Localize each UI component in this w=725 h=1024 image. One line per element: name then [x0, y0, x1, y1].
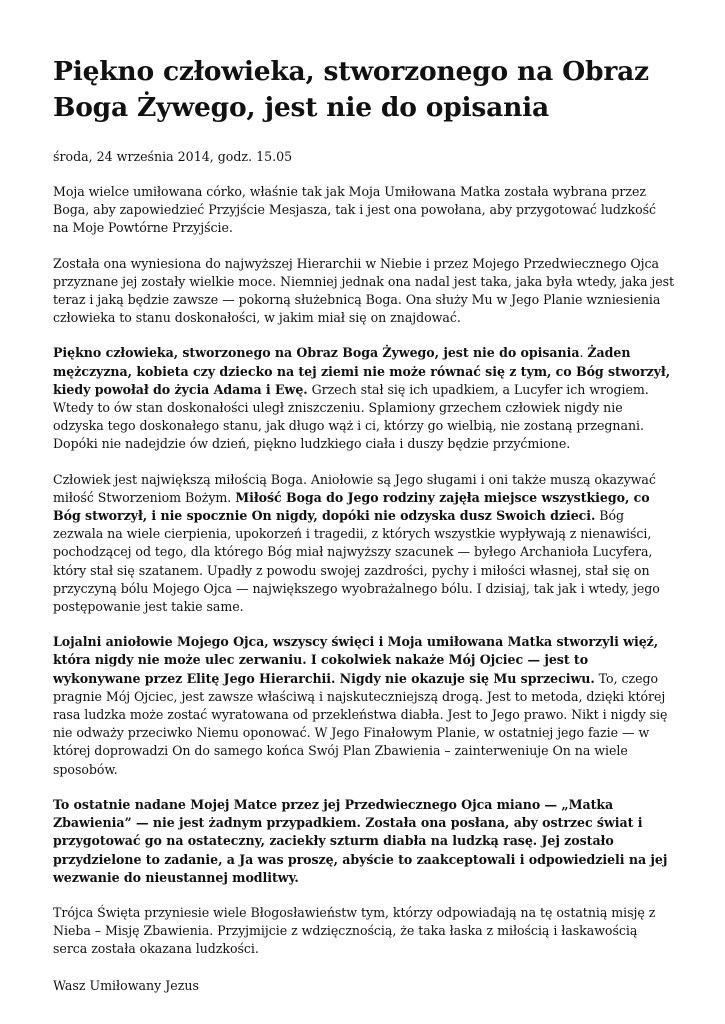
paragraph-3-bold-2: Żaden mężczyzna, kobieta czy dziecko na tej ziemi nie może równać się z tym, co Bóg stworzył, kiedy powołał do życia Adama i Ewę.: [53, 345, 671, 397]
paragraph-5-bold: Lojalni aniołowie Mojego Ojca, wszyscy święci i Moja umiłowana Matka stworzyli więź, która nigdy nie może ulec zerwaniu. I cokolwiek nakaże Mój Ojciec — jest to wykonywane przez Elitę Jego Hierarchii. Nigdy nie okazuje się Mu sprzeciwu.: [53, 634, 659, 686]
article-title: Piękno człowieka, stworzonego na Obraz Boga Żywego, jest nie do opisania: [53, 56, 649, 123]
paragraph-1: Moja wielce umiłowana córko, właśnie tak jak Moja Umiłowana Matka została wybrana przez Boga, aby zapowiedzieć Przyjście Mesjasza, tak i jest ona powołana, aby przygotować ludzkość na Moje Powtórne Przyjście.: [53, 184, 657, 236]
paragraph-3-bold-1: Piękno człowieka, stworzonego na Obraz Boga Żywego, jest nie do opisania: [53, 345, 580, 361]
paragraph-6-bold: To ostatnie nadane Mojej Matce przez jej Przedwiecznego Ojca miano — „Matka Zbawienia” — nie jest żadnym przypadkiem. Została ona posłana, aby ostrzec świat i przygotować go na ostateczny, zaciekły szturm diabła na ludzką rasę. Jej zostało przydzielone to zadanie, a Ja was proszę, abyście to zaakceptowali i odpowiedzieli na jej wezwanie do nieustannej modlitwy.: [53, 796, 668, 885]
article-date: środa, 24 września 2014, godz. 15.05: [53, 149, 293, 164]
paragraph-4-text-2: Bóg zezwala na wiele cierpienia, upokorzeń i tragedii, z których wszystkie wypływają z nienawiści, pochodzącej od tego, dla którego Bóg miał najwyższy szacunek — byłego Archanioła Lucyfera, który stał się szatanem. Upadły z powodu swojej zazdrości, pychy i miłości własnej, stał się on przyczyną bólu Mojego Ojca — największego wyobrażalnego bólu. I dzisiaj, tak jak i wtedy, jego postępowanie jest takie same.: [53, 508, 660, 615]
paragraph-7: Trójca Święta przyniesie wiele Błogosławieństw tym, którzy odpowiadają na tę ostatnią misję z Nieba – Misję Zbawienia. Przyjmijcie z wdzięcznością, że taka łaska z miłością i łaskawością serca została okazana ludzkości.: [53, 904, 656, 957]
paragraph-3-text: Grzech stał się ich upadkiem, a Lucyfer ich wrogiem. Wtedy to ów stan doskonałości uległ zniszczeniu. Splamiony grzechem człowiek nigdy nie odzyska tego doskonałego stanu, jak długo wąż i ci, którzy go wielbią, nie zostaną przegnani. Dopóki nie nadejdzie ów dzień, piękno ludzkiego ciała i duszy będzie przyćmione.: [53, 381, 649, 452]
paragraph-6: [53, 796, 675, 887]
paragraph-3-separator: .: [579, 345, 588, 361]
paragraph-3: [53, 344, 675, 453]
paragraph-4-bold: Miłość Boga do Jego rodziny zajęła miejsce wszystkiego, co Bóg stworzył, i nie spocznie On nigdy, dopóki nie odzyska dusz Swoich dzieci.: [53, 489, 650, 524]
paragraph-5-text: To, czego pragnie Mój Ojciec, jest zawsze właściwą i najskuteczniejszą drogą. Jest to metoda, dzięki której rasa ludzka może zostać wyratowana od przekleństwa diabła. Jest to Jego prawo. Nikt i nigdy się nie odważy przeciwko Niemu oponować. W Jego Finałowym Planie, w ostatniej jego fazie — w której doprowadzi On do samego końca Swój Plan Zbawienia – zainterweniuje On na wiele sposobów.: [53, 670, 668, 777]
paragraph-4: [53, 471, 675, 617]
paragraph-5: [53, 633, 675, 779]
document-page: [53, 0, 675, 995]
signature: Wasz Umiłowany Jezus: [53, 977, 199, 993]
paragraph-2: Została ona wyniesiona do najwyższej Hierarchii w Niebie i przez Mojego Przedwiecznego Ojca przyznane jej zostały wielkie moce. Niemniej jednak ona nadal jest taka, jaka była wtedy, jaka jest teraz i jaką będzie zawsze — pokorną służebnicą Boga. Ona służy Mu w Jego Planie wzniesienia człowieka to stanu doskonałości, w jakim miał się on znajdować.: [53, 255, 675, 326]
paragraph-4-text-1: Człowiek jest największą miłością Boga. Aniołowie są Jego sługami i oni także muszą okazywać miłość Stworzeniom Bożym.: [53, 471, 656, 505]
